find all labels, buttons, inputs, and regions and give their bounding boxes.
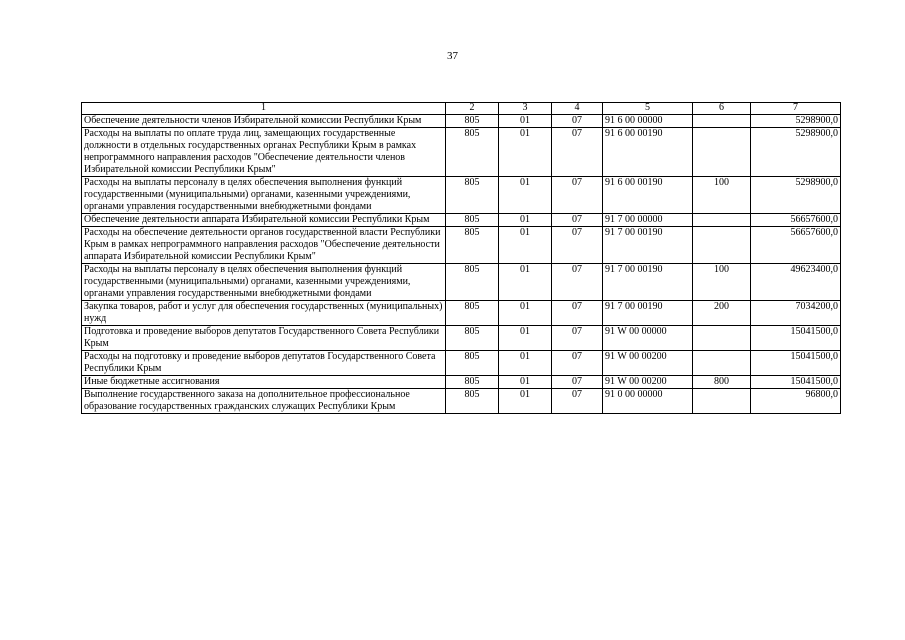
header-row	[82, 103, 841, 115]
row-subsection: 07	[552, 115, 603, 128]
table-row	[82, 301, 841, 326]
row-name: Расходы на выплаты персоналу в целях обеспечения выполнения функций государственными (муниципальными) органами, казенными учреждениями, органами управления государственными внебюджетными фондами	[82, 177, 446, 214]
row-section: 01	[499, 177, 552, 214]
row-expense-type: 200	[693, 301, 751, 326]
row-expense-type	[693, 351, 751, 376]
row-name: Обеспечение деятельности членов Избирательной комиссии Республики Крым	[82, 115, 446, 128]
row-expense-type	[693, 389, 751, 414]
row-target-code: 91 6 00 00190	[603, 128, 693, 177]
row-expense-type	[693, 128, 751, 177]
row-amount: 7034200,0	[751, 301, 841, 326]
row-ministry: 805	[446, 177, 499, 214]
row-amount: 5298900,0	[751, 115, 841, 128]
row-expense-type	[693, 214, 751, 227]
row-name: Обеспечение деятельности аппарата Избирательной комиссии Республики Крым	[82, 214, 446, 227]
row-expense-type	[693, 227, 751, 264]
row-name: Расходы на подготовку и проведение выборов депутатов Государственного Совета Республики Крым	[82, 351, 446, 376]
row-section: 01	[499, 264, 552, 301]
row-section: 01	[499, 389, 552, 414]
budget-table	[81, 102, 841, 414]
row-target-code: 91 6 00 00000	[603, 115, 693, 128]
row-name: Расходы на выплаты персоналу в целях обеспечения выполнения функций государственными (муниципальными) органами, казенными учреждениями, органами управления государственными внебюджетными фондами	[82, 264, 446, 301]
row-amount: 96800,0	[751, 389, 841, 414]
page-number: 37	[447, 50, 458, 62]
row-section: 01	[499, 115, 552, 128]
row-expense-type	[693, 326, 751, 351]
table-row	[82, 351, 841, 376]
row-ministry: 805	[446, 227, 499, 264]
row-name: Расходы на выплаты по оплате труда лиц, замещающих государственные должности в отдельных государственных органах Республики Крым в рамках непрограммного направления расходов "Обеспечение деятельности членов Избирательной комиссии Республики Крым"	[82, 128, 446, 177]
row-subsection: 07	[552, 301, 603, 326]
row-section: 01	[499, 227, 552, 264]
row-amount: 56657600,0	[751, 214, 841, 227]
column-header: 2	[446, 103, 499, 115]
row-subsection: 07	[552, 326, 603, 351]
row-ministry: 805	[446, 214, 499, 227]
row-name: Иные бюджетные ассигнования	[82, 376, 446, 389]
row-section: 01	[499, 214, 552, 227]
row-target-code: 91 7 00 00190	[603, 227, 693, 264]
column-header: 4	[552, 103, 603, 115]
row-subsection: 07	[552, 264, 603, 301]
row-target-code: 91 W 00 00200	[603, 351, 693, 376]
row-ministry: 805	[446, 376, 499, 389]
row-amount: 5298900,0	[751, 177, 841, 214]
table-row	[82, 264, 841, 301]
table-row	[82, 214, 841, 227]
column-header: 1	[82, 103, 446, 115]
column-header: 5	[603, 103, 693, 115]
row-amount: 15041500,0	[751, 326, 841, 351]
row-section: 01	[499, 376, 552, 389]
row-subsection: 07	[552, 376, 603, 389]
column-header: 3	[499, 103, 552, 115]
row-section: 01	[499, 351, 552, 376]
row-section: 01	[499, 301, 552, 326]
row-amount: 15041500,0	[751, 376, 841, 389]
column-header: 7	[751, 103, 841, 115]
row-subsection: 07	[552, 177, 603, 214]
table-row	[82, 115, 841, 128]
row-section: 01	[499, 128, 552, 177]
row-target-code: 91 7 00 00190	[603, 301, 693, 326]
row-subsection: 07	[552, 351, 603, 376]
table-row	[82, 128, 841, 177]
row-amount: 49623400,0	[751, 264, 841, 301]
row-target-code: 91 W 00 00000	[603, 326, 693, 351]
row-amount: 56657600,0	[751, 227, 841, 264]
row-ministry: 805	[446, 128, 499, 177]
row-target-code: 91 6 00 00190	[603, 177, 693, 214]
row-expense-type	[693, 115, 751, 128]
row-ministry: 805	[446, 301, 499, 326]
row-ministry: 805	[446, 389, 499, 414]
row-ministry: 805	[446, 326, 499, 351]
row-expense-type: 100	[693, 177, 751, 214]
row-name: Закупка товаров, работ и услуг для обеспечения государственных (муниципальных) нужд	[82, 301, 446, 326]
row-subsection: 07	[552, 227, 603, 264]
row-subsection: 07	[552, 214, 603, 227]
row-name: Подготовка и проведение выборов депутатов Государственного Совета Республики Крым	[82, 326, 446, 351]
row-subsection: 07	[552, 389, 603, 414]
row-ministry: 805	[446, 264, 499, 301]
row-target-code: 91 7 00 00190	[603, 264, 693, 301]
table-row	[82, 227, 841, 264]
row-amount: 5298900,0	[751, 128, 841, 177]
column-header: 6	[693, 103, 751, 115]
row-expense-type: 800	[693, 376, 751, 389]
row-amount: 15041500,0	[751, 351, 841, 376]
row-ministry: 805	[446, 351, 499, 376]
table-row	[82, 376, 841, 389]
table-row	[82, 177, 841, 214]
table-row	[82, 389, 841, 414]
table-row	[82, 326, 841, 351]
table-body	[82, 115, 841, 414]
row-section: 01	[499, 326, 552, 351]
row-expense-type: 100	[693, 264, 751, 301]
row-target-code: 91 0 00 00000	[603, 389, 693, 414]
row-ministry: 805	[446, 115, 499, 128]
row-target-code: 91 7 00 00000	[603, 214, 693, 227]
row-name: Выполнение государственного заказа на дополнительное профессиональное образование государственных гражданских служащих Республики Крым	[82, 389, 446, 414]
row-name: Расходы на обеспечение деятельности органов государственной власти Республики Крым в рамках непрограммного направления расходов "Обеспечение деятельности аппарата Избирательной комиссии Республики Крым"	[82, 227, 446, 264]
row-target-code: 91 W 00 00200	[603, 376, 693, 389]
row-subsection: 07	[552, 128, 603, 177]
